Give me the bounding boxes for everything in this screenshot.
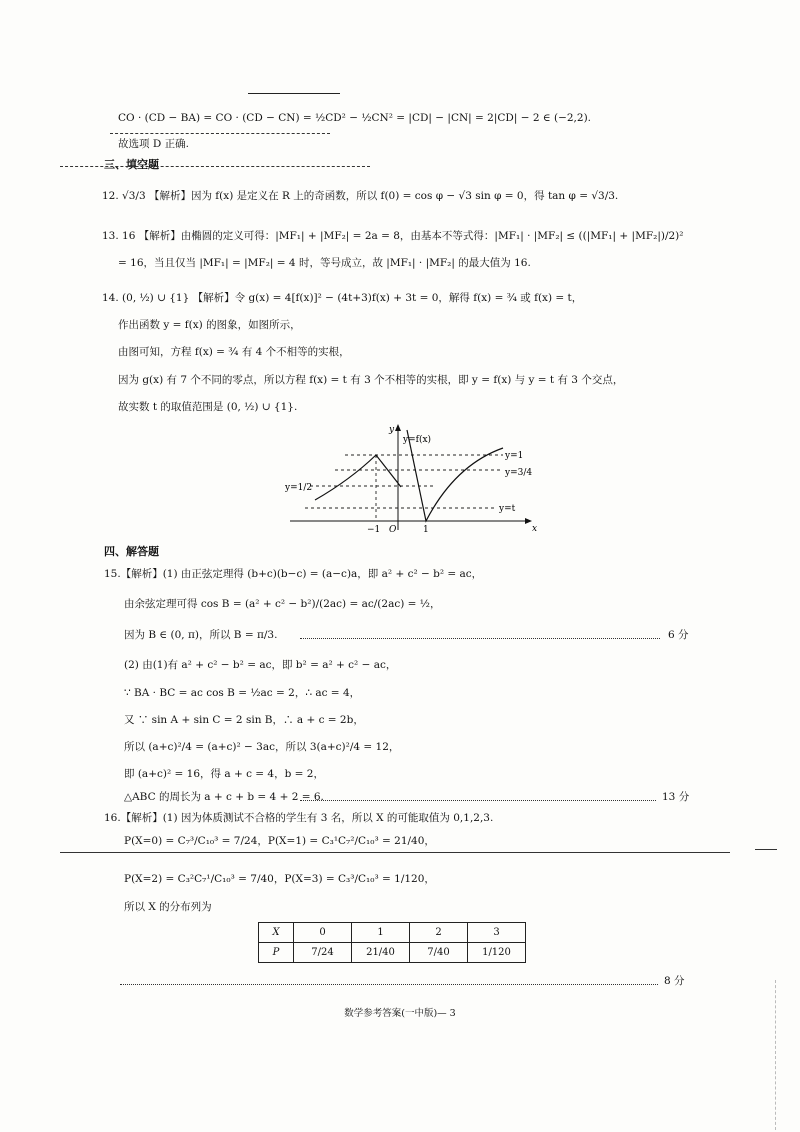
line-choose-d: 故选项 D 正确. [118,138,189,150]
function-graph [285,420,545,535]
x-axis-arrow [525,518,532,524]
table-header-x: X [259,923,294,943]
line-vector-product: CO · (CD − BA) = CO · (CD − CN) = ½CD² − ½CN² = |CD| − |CN| = 2|CD| − 2 ∈ (−2,2). [118,112,592,124]
label-y-34: y=3/4 [505,468,533,478]
q15-line-b: 由余弦定理可得 cos B = (a² + c² − b²)/(2ac) = ac/(2ac) = ½， [124,598,441,610]
table-cell: 2 [410,923,468,943]
q15-line-e: ∵ BA · BC = ac cos B = ½ac = 2，∴ ac = 4， [124,687,361,699]
label-y: y [389,425,395,435]
q16-line-b: P(X=0) = C₇³/C₁₀³ = 7/24，P(X=1) = C₃¹C₇²/C₁₀³ = 21/40， [124,835,435,847]
label-y-t: y=t [499,504,516,514]
q16-score-8: 8 分 [664,975,685,987]
q15-score6-dots [300,638,660,639]
q14-line-d: 因为 g(x) 有 7 个不同的零点，所以方程 f(x) = t 有 3 个不相等的实根，即 y = f(x) 与 y = t 有 3 个交点， [118,374,624,386]
section-fill-blank-rule [60,166,370,167]
q14-line-c: 由图可知，方程 f(x) = ¾ 有 4 个不相等的实根， [118,346,350,358]
section-solutions: 四、解答题 [104,545,159,558]
table-cell: 0 [294,923,352,943]
table-cell: 1/120 [468,943,526,963]
q14-line-a: 14. (0, ½) ∪ {1} 【解析】令 g(x) = 4[f(x)]² − (4t+3)f(x) + 3t = 0，解得 f(x) = ¾ 或 f(x) = t， [102,292,583,304]
q12-line: 12. √3/3 【解析】因为 f(x) 是定义在 R 上的奇函数，所以 f(0) = cos φ − √3 sin φ = 0，得 tan φ = √3/3. [102,190,619,202]
q15-line-a: 15.【解析】(1) 由正弦定理得 (b+c)(b−c) = (a−c)a，即 a² + c² − b² = ac， [104,568,483,580]
y-axis-arrow [395,424,401,431]
table-header-p: P [259,943,294,963]
q15-score13-dots [300,800,656,801]
page-footer: 数学参考答案(一中版)— 3 [344,1008,456,1019]
q15-line-c: 因为 B ∈ (0, π)，所以 B = π/3. [124,629,278,641]
label-y-1: y=1 [505,451,524,461]
table-cell: 21/40 [352,943,410,963]
table-row-p [259,943,526,963]
table-cell: 7/40 [410,943,468,963]
top-rule [248,93,340,94]
q13-line-b: = 16，当且仅当 |MF₁| = |MF₂| = 4 时，等号成立，故 |MF₁| · |MF₂| 的最大值为 16. [118,257,531,269]
label-minus-1: −1 [367,525,381,535]
scan-fold-line [60,852,730,853]
q16-line-c: P(X=2) = C₃²C₇¹/C₁₀³ = 7/40，P(X=3) = C₃³/C₁₀³ = 1/120， [124,873,435,885]
q15-line-f: 又 ∵ sin A + sin C = 2 sin B，∴ a + c = 2b， [124,714,364,726]
label-one: 1 [423,525,429,535]
table-cell: 3 [468,923,526,943]
section-fill-blank: 三、填空题 [104,158,159,171]
q15-score-6: 6 分 [668,629,689,641]
table-cell: 7/24 [294,943,352,963]
scan-fold-mark [755,849,777,850]
q14-line-b: 作出函数 y = f(x) 的图象，如图所示， [118,319,301,331]
table-row-x [259,923,526,943]
curve-left [315,455,401,500]
label-y-half: y=1/2 [285,483,313,493]
q16-score-dots [120,984,658,985]
q15-line-h: 即 (a+c)² = 16，得 a + c = 4，b = 2， [124,768,324,780]
short-dash-rule [110,133,330,134]
q16-line-a: 16.【解析】(1) 因为体质测试不合格的学生有 3 名，所以 X 的可能取值为 0,1,2,3. [104,812,494,824]
q14-line-e: 故实数 t 的取值范围是 (0, ½) ∪ {1}. [118,401,298,413]
scan-edge-line [775,980,776,1130]
q13-line-a: 13. 16 【解析】由椭圆的定义可得：|MF₁| + |MF₂| = 2a = 8，由基本不等式得：|MF₁| · |MF₂| ≤ ((|MF₁| + |MF₂|)/2)² [102,230,684,242]
q16-line-d: 所以 X 的分布列为 [124,901,212,913]
distribution-table [258,922,526,963]
label-x: x [532,524,538,534]
label-y-fx: y=f(x) [403,435,432,445]
q15-line-d: (2) 由(1)有 a² + c² − b² = ac，即 b² = a² + c² − ac， [124,659,397,671]
q15-line-i: △ABC 的周长为 a + c + b = 4 + 2 = 6. [124,791,324,803]
table-cell: 1 [352,923,410,943]
q15-score-13: 13 分 [662,791,690,803]
label-origin: O [389,525,397,535]
q15-line-g: 所以 (a+c)²/4 = (a+c)² − 3ac，所以 3(a+c)²/4 = 12， [124,741,400,753]
